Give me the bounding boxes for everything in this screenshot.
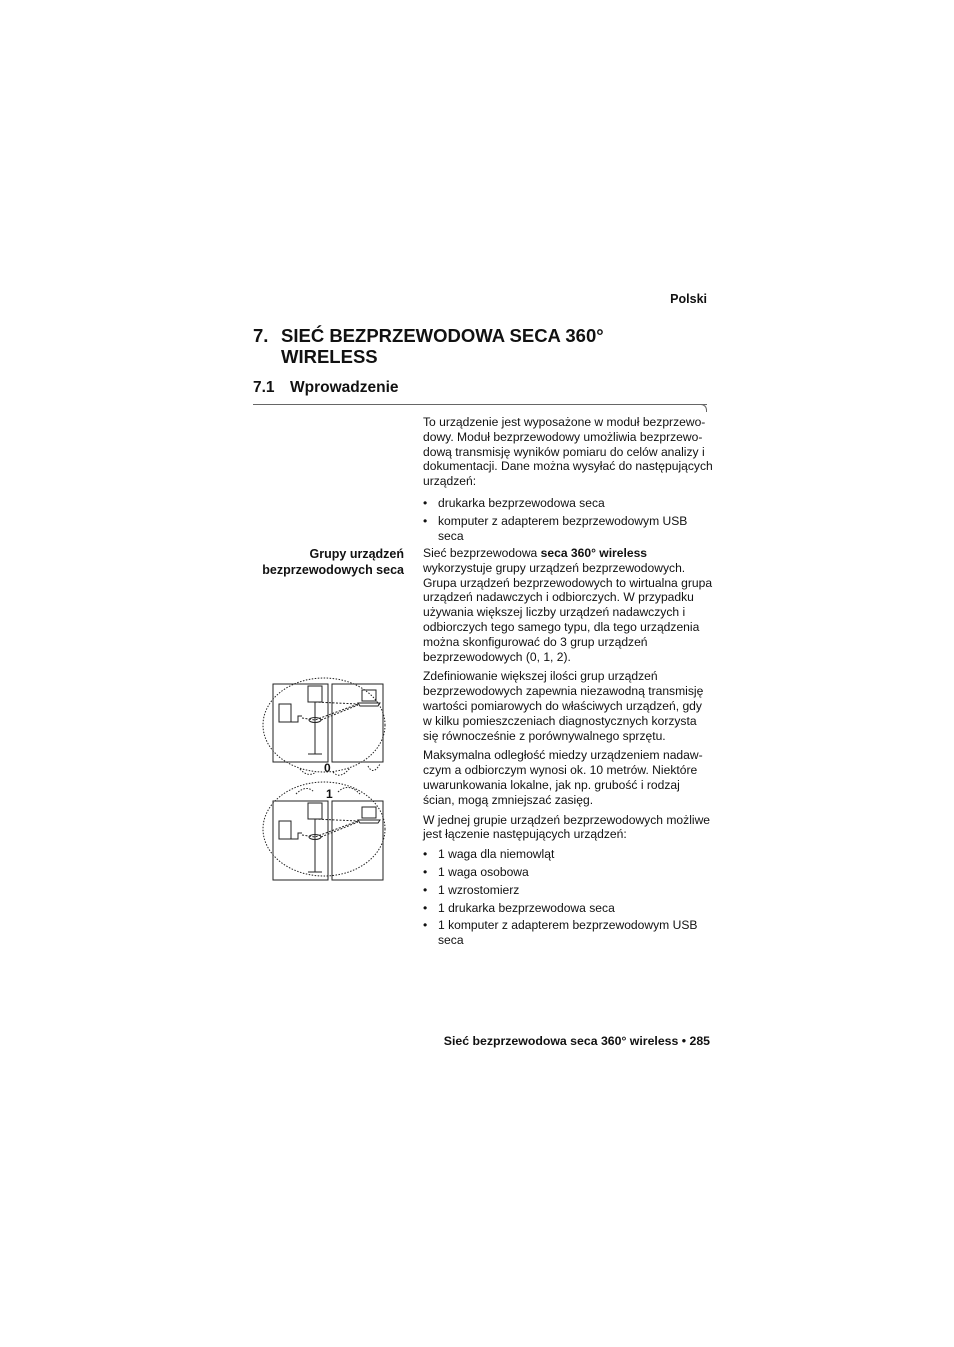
chapter-number: 7.	[253, 325, 269, 346]
section-rule	[253, 404, 707, 405]
intro-block	[423, 415, 713, 543]
groups-paragraph-1	[423, 546, 713, 664]
list-item: • drukarka bezprzewodowa seca	[423, 496, 713, 511]
groups-block	[423, 546, 713, 948]
wireless-groups-illustration	[258, 668, 408, 890]
groups-p1-start: Sieć bezprzewodowa	[423, 546, 541, 560]
groups-paragraph-4: W jednej grupie urządzeń bezprzewodowych możliwe jest łączenie następujących urządzeń:	[423, 812, 711, 842]
product-name: seca 360° wireless	[540, 546, 648, 560]
group-label-1: 1	[326, 787, 333, 801]
list-item: • 1 komputer z adapterem bezprzewodowym USB seca	[423, 918, 713, 948]
language-label: Polski	[670, 292, 707, 306]
list-item: • 1 wzrostomierz	[423, 883, 713, 898]
groups-p1-end: wykorzystuje grupy urządzeń bezprzewodowych. Grupa urządzeń bezprzewodowych to wirtualna grupa urządzeń nadawczych i odbiorczych. W przypadku używania większej liczby urządzeń nadawczych i odbiorczych tego samego typu, dla tego urządzenia można skonfigurować do 3 grup urządzeń bezprzewodowych (0, 1, 2).	[423, 560, 713, 664]
intro-list	[423, 496, 713, 543]
page-footer: Sieć bezprzewodowa seca 360° wireless • 285	[443, 1034, 710, 1048]
list-item: • komputer z adapterem bezprzewodowym USB seca	[423, 514, 713, 544]
list-item: • 1 drukarka bezprzewodowa seca	[423, 901, 713, 916]
section-title: Wprowadzenie	[290, 379, 399, 396]
groups-list	[423, 847, 713, 948]
group-1-diagram	[263, 782, 385, 880]
section-rule-hook	[700, 404, 707, 412]
list-item: • 1 waga osobowa	[423, 865, 713, 880]
groups-side-title: Grupy urządzeń bezprzewodowych seca	[262, 547, 404, 577]
groups-paragraph-2: Zdefiniowanie większej ilości grup urządzeń bezprzewodowych zapewnia niezawodną transmisję wartości pomiarowych do właściwych urządzeń, gdy w kilku pomieszczeniach diagnostycznych korzysta się równocześnie z porównywalnego sprzętu.	[423, 669, 704, 743]
chapter-title: SIEĆ BEZPRZEWODOWA SECA 360° WIRELESS	[281, 325, 604, 367]
groups-paragraph-3: Maksymalna odległość miedzy urządzeniem nadaw-czym a odbiorczym wynosi ok. 10 metrów. Niektóre uwarunkowania lokalne, jak np. grubość i rodzaj ścian, mogą zmniejszać zasięg.	[423, 748, 703, 807]
group-label-0: 0	[324, 761, 331, 775]
section-number: 7.1	[253, 379, 275, 396]
list-item: • 1 waga dla niemowląt	[423, 847, 713, 862]
intro-paragraph: To urządzenie jest wyposażone w moduł bezprzewo-dowy. Moduł bezprzewodowy umożliwia bezprzewo-dową transmisję wyników pomiaru do celów analizy i dokumentacji. Dane można wysyłać do następujących urządzeń:	[423, 415, 713, 489]
